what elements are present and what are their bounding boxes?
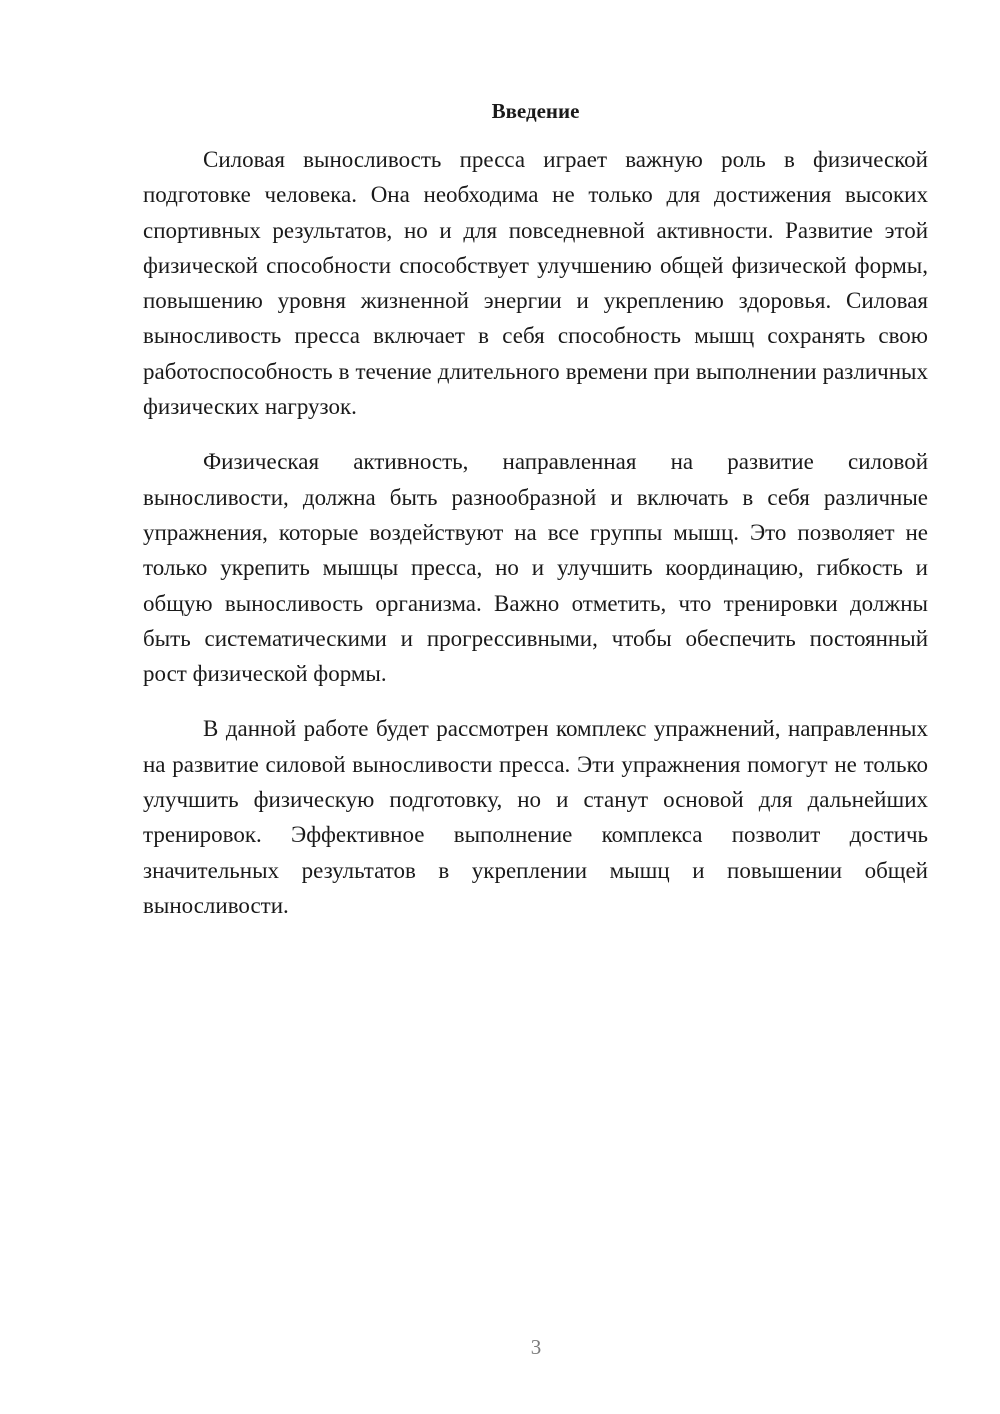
paragraph-3: В данной работе будет рассмотрен комплекс упражнений, направленных на развитие силовой выносливости пресса. Эти упражнения помогут не только улучшить физическую подготовку, но и станут основой для дальнейших тренировок. Эффективное выполнение комплекса позволит достичь значительных результатов в укреплении мышц и повышении общей выносливости. bbox=[143, 716, 928, 918]
paragraph-1: Силовая выносливость пресса играет важную роль в физической подготовке человека. Она необходима не только для достижения высоких спортивных результатов, но и для повседневной активности. Развитие этой физической способности способствует улучшению общей физической формы, повышению уровня жизненной энергии и укреплению здоровья. Силовая выносливость пресса включает в себя способность мышц сохранять свою работоспособность в течение длительного времени при выполнении различных физических нагрузок. bbox=[143, 147, 928, 420]
section-heading: Введение bbox=[491, 99, 580, 123]
paragraph-2: Физическая активность, направленная на развитие силовой выносливости, должна быть разнообразной и включать в себя различные упражнения, которые воздействуют на все группы мышц. Это позволяет не только укрепить мышцы пресса, но и улучшить координацию, гибкость и общую выносливость организма. Важно отметить, что тренировки должны быть систематическими и прогрессивными, чтобы обеспечить постоянный рост физической формы. bbox=[143, 449, 928, 687]
document-body bbox=[143, 142, 928, 943]
page-number: 3 bbox=[530, 1335, 542, 1359]
